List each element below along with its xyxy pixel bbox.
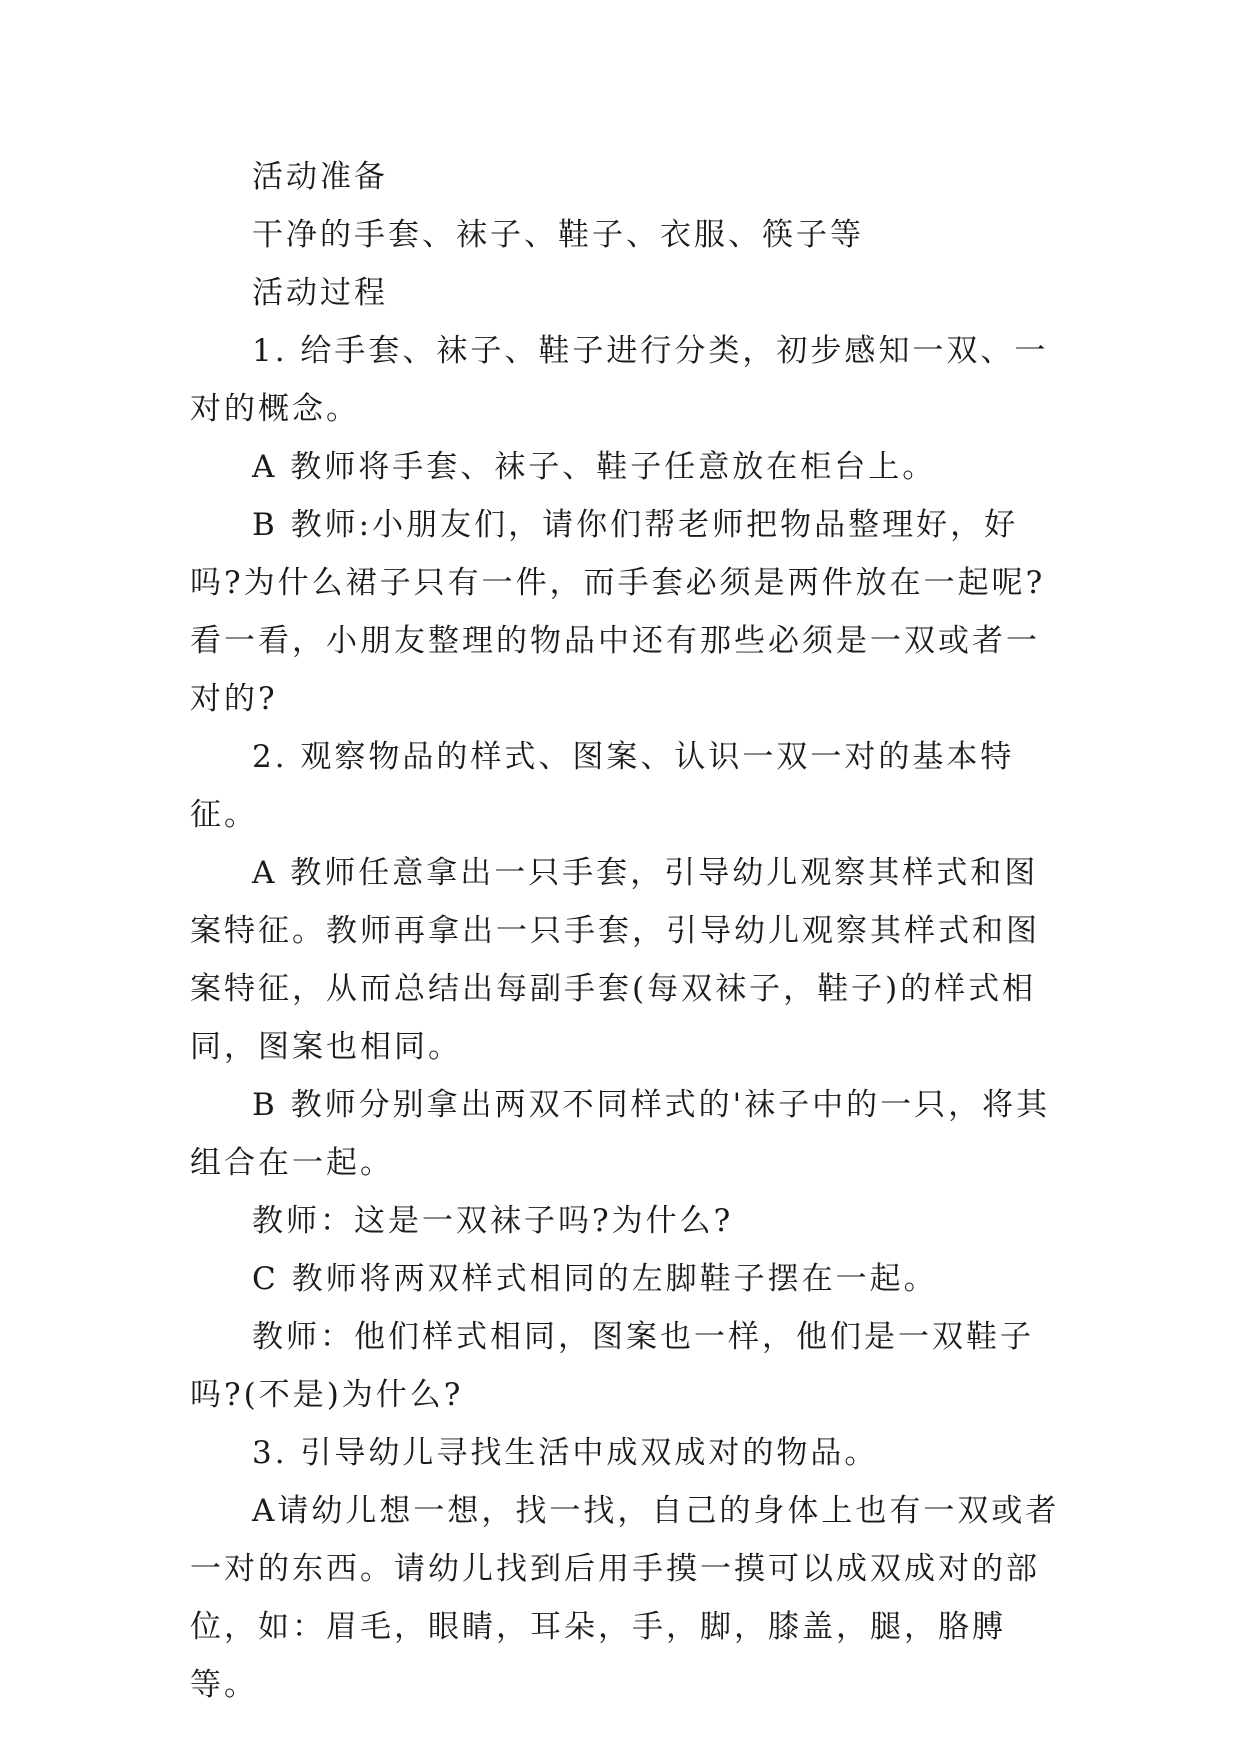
document-body [190,148,1065,1714]
step-2-c: C 教师将两双样式相同的左脚鞋子摆在一起。 [252,1261,938,1297]
step-2-b: B 教师分别拿出两双不同样式的'袜子中的一只，将其组合在一起。 [190,1087,1051,1181]
step-1: 1. 给手套、袜子、鞋子进行分类，初步感知一双、一对的概念。 [190,333,1049,427]
step-3: 3. 引导幼儿寻找生活中成双成对的物品。 [252,1435,879,1471]
step-3-a: A请幼儿想一想，找一找，自己的身体上也有一双或者一对的东西。请幼儿找到后用手摸一摸可以成双成对的部位，如：眉毛，眼睛，耳朵，手，脚，膝盖，腿，胳膊等。 [190,1493,1060,1703]
materials-list: 干净的手套、袜子、鞋子、衣服、筷子等 [252,217,864,253]
step-1-a: A 教师将手套、袜子、鞋子任意放在柜台上。 [252,449,937,485]
step-2-a: A 教师任意拿出一只手套，引导幼儿观察其样式和图案特征。教师再拿出一只手套，引导幼儿观察其样式和图案特征，从而总结出每副手套(每双袜子，鞋子)的样式相同，图案也相同。 [190,855,1040,1065]
section-heading-preparation: 活动准备 [252,159,388,195]
step-2-b-question: 教师：这是一双袜子吗?为什么? [252,1203,734,1239]
step-2: 2. 观察物品的样式、图案、认识一双一对的基本特征。 [190,739,1015,833]
step-2-c-question: 教师：他们样式相同，图案也一样，他们是一双鞋子吗?(不是)为什么? [190,1319,1034,1413]
section-heading-process: 活动过程 [252,275,388,311]
step-1-b: B 教师:小朋友们，请你们帮老师把物品整理好，好吗?为什么裙子只有一件，而手套必须是两件放在一起呢?看一看，小朋友整理的物品中还有那些必须是一双或者一对的? [190,507,1046,717]
